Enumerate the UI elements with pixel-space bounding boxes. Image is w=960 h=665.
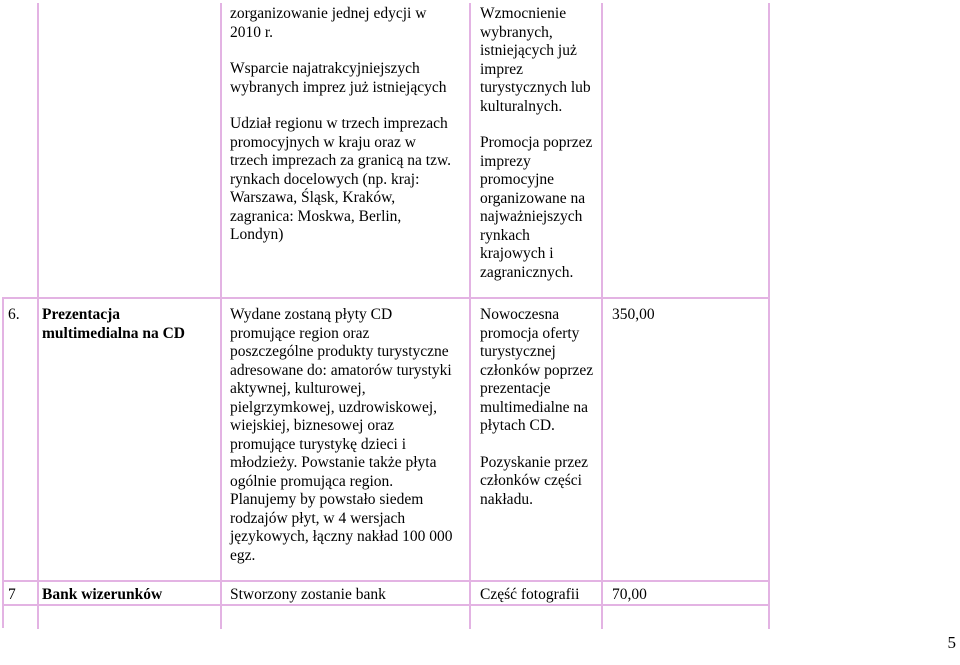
- table-border: [2, 298, 4, 628]
- table-border: [601, 3, 603, 629]
- effect-line: promocja oferty: [480, 324, 580, 342]
- effect-cell: Część fotografii: [480, 586, 580, 603]
- cost-cell: 70,00: [612, 586, 647, 603]
- effect-line: Pozyskanie przez: [480, 453, 589, 471]
- effect-line: nakładu.: [480, 490, 533, 508]
- description-line: młodzieży. Powstanie także płyta: [230, 454, 437, 471]
- effect-cell: [480, 306, 593, 509]
- description-line: wybranych imprez już istniejących: [230, 78, 447, 96]
- cost-cell: 350,00: [612, 306, 655, 323]
- description-line: Warszawa, Śląsk, Kraków,: [230, 189, 396, 206]
- description-line: pielgrzymkowej, uzdrowiskowej,: [230, 398, 438, 416]
- row-number: 7: [8, 586, 16, 603]
- description-line: Udział regionu w trzech imprezach: [230, 115, 448, 132]
- row-number: 6.: [8, 306, 20, 323]
- description-line: językowych, łączny nakład 100 000: [230, 528, 453, 545]
- description-line: egz.: [230, 546, 256, 564]
- row-title-line: multimedialna na CD: [42, 324, 185, 342]
- description-line: ogólnie promująca region.: [230, 472, 394, 490]
- effect-line: Nowoczesna: [480, 306, 560, 323]
- effect-line: promocyjne: [480, 171, 555, 188]
- page-number: 5: [947, 633, 956, 652]
- description-line: Wydane zostaną płyty CD: [230, 306, 393, 323]
- description-line: 2010 r.: [230, 23, 274, 41]
- table-border: [2, 580, 770, 582]
- description-line: aktywnej, kulturowej,: [230, 380, 366, 397]
- effect-line: rynkach: [480, 226, 530, 244]
- description-line: trzech imprezach za granicą na tzw.: [230, 152, 452, 169]
- effect-line: zagranicznych.: [480, 263, 574, 281]
- effect-line: organizowane na: [480, 189, 586, 207]
- description-line: promujące region oraz: [230, 324, 370, 342]
- description-line: Wsparcie najatrakcyjniejszych: [230, 60, 420, 77]
- row-title: [42, 306, 185, 343]
- table-border: [768, 3, 770, 629]
- effect-cell: [480, 5, 592, 282]
- table-border: [2, 297, 770, 299]
- effect-line: wybranych,: [480, 23, 553, 41]
- description-line: zagranica: Moskwa, Berlin,: [230, 207, 402, 225]
- effect-line: Promocja poprzez: [480, 134, 593, 151]
- row-title-line: Prezentacja: [42, 306, 121, 323]
- effect-line: krajowych i: [480, 245, 554, 262]
- description-line: rodzajów płyt, w 4 wersjach: [230, 509, 406, 527]
- description-line: Londyn): [230, 226, 284, 243]
- row-title: Bank wizerunków: [42, 586, 163, 603]
- description-cell: Stworzony zostanie bank: [230, 586, 386, 603]
- description-line: Planujemy by powstało siedem: [230, 491, 424, 508]
- table-border: [220, 3, 222, 629]
- effect-line: turystycznej: [480, 343, 556, 360]
- description-line: promujące turystykę dzieci i: [230, 435, 407, 453]
- effect-line: członków części: [480, 472, 582, 489]
- effect-line: turystycznych lub: [480, 79, 591, 96]
- effect-line: kulturalnych.: [480, 97, 563, 115]
- description-cell: [230, 306, 453, 565]
- effect-line: istniejących już: [480, 42, 577, 59]
- effect-line: najważniejszych: [480, 208, 583, 225]
- effect-line: płytach CD.: [480, 417, 555, 434]
- description-line: wiejskiej, biznesowej oraz: [230, 417, 394, 434]
- effect-line: prezentacje: [480, 380, 551, 397]
- description-line: promocyjnych w kraju oraz w: [230, 133, 416, 151]
- effect-line: Wzmocnienie: [480, 5, 567, 22]
- description-line: adresowane do: amatorów turystyki: [230, 361, 452, 379]
- effect-line: imprez: [480, 60, 524, 78]
- table-border: [469, 3, 471, 629]
- description-line: zorganizowanie jednej edycji w: [230, 5, 427, 22]
- table-border: [37, 3, 39, 629]
- description-line: poszczególne produkty turystyczne: [230, 343, 449, 360]
- effect-line: członków poprzez: [480, 361, 594, 379]
- effect-line: multimedialne na: [480, 398, 589, 416]
- effect-line: imprezy: [480, 152, 531, 170]
- description-cell: [230, 5, 451, 245]
- description-line: rynkach docelowych (np. kraj:: [230, 170, 420, 188]
